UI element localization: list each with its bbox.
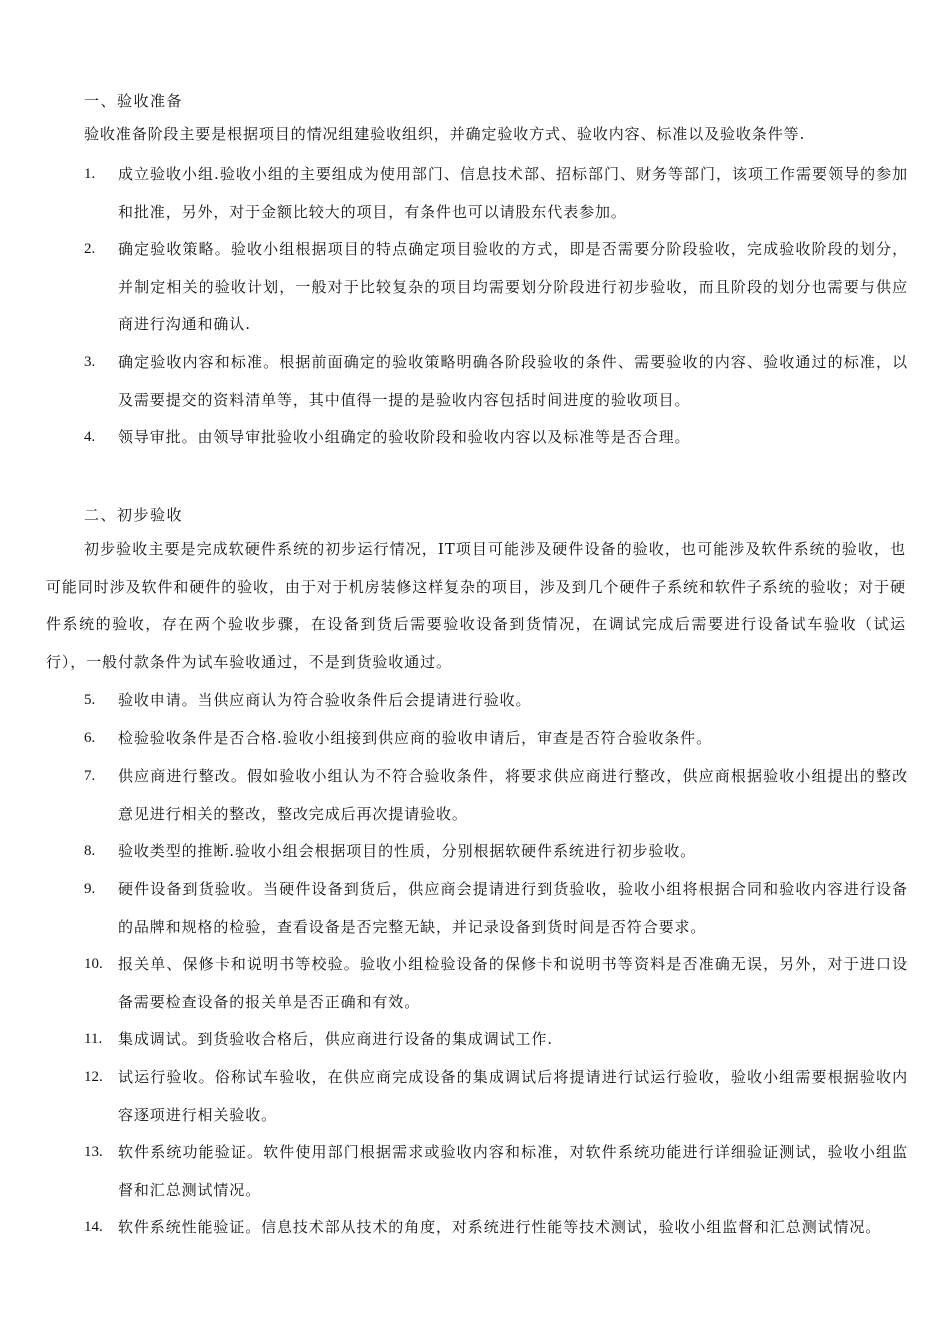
list-item-number: 8. bbox=[84, 843, 96, 859]
list-item-number: 6. bbox=[84, 730, 96, 746]
section-intro: 验收准备阶段主要是根据项目的情况组建验收组织，并确定验收方式、验收内容、标准以及验收条件等. bbox=[84, 125, 806, 143]
list-item-text: 软件系统功能验证。软件使用部门根据需求或验收内容和标准，对软件系统功能进行详细验证测试，验收小组监督和汇总测试情况。 bbox=[118, 1143, 908, 1199]
list-item-number: 7. bbox=[84, 768, 96, 784]
list-item-text: 供应商进行整改。假如验收小组认为不符合验收条件，将要求供应商进行整改，供应商根据验收小组提出的整改意见进行相关的整改，整改完成后再次提请验收。 bbox=[118, 767, 908, 823]
section-heading: 二、初步验收 bbox=[84, 506, 184, 524]
list-item-number: 14. bbox=[84, 1219, 103, 1235]
list-item-text: 检验验收条件是否合格.验收小组接到供应商的验收申请后，审查是否符合验收条件。 bbox=[118, 729, 712, 747]
list-item-number: 1. bbox=[84, 166, 96, 182]
list-item-number: 4. bbox=[84, 429, 96, 445]
list-item-text: 确定验收内容和标准。根据前面确定的验收策略明确各阶段验收的条件、需要验收的内容、验收通过的标准，以及需要提交的资料清单等，其中值得一提的是验收内容包括时间进度的验收项目。 bbox=[118, 353, 908, 409]
list-item-number: 13. bbox=[84, 1144, 103, 1160]
list-item-number: 12. bbox=[84, 1069, 103, 1085]
list-item-text: 验收申请。当供应商认为符合验收条件后会提请进行验收。 bbox=[118, 691, 532, 709]
list-item-number: 5. bbox=[84, 692, 96, 708]
list-item-text: 软件系统性能验证。信息技术部从技术的角度，对系统进行性能等技术测试，验收小组监督和汇总测试情况。 bbox=[118, 1218, 882, 1236]
section-intro: 初步验收主要是完成软硬件系统的初步运行情况，IT项目可能涉及硬件设备的验收，也可能涉及软件系统的验收，也可能同时涉及软件和硬件的验收，由于对于机房装修这样复杂的项目，涉及到几个硬件子系统和软件子系统的验收；对于硬件系统的验收，存在两个验收步骤，在设备到货后需要验收设备到货情况，在调试完成后需要进行设备试车验收（试运行），一般付款条件为试车验收通过，不是到货验收通过。 bbox=[46, 540, 906, 672]
section-heading: 一、验收准备 bbox=[84, 92, 184, 110]
list-item-number: 11. bbox=[84, 1031, 103, 1047]
list-item-number: 3. bbox=[84, 354, 96, 370]
list-item-number: 9. bbox=[84, 881, 96, 897]
list-item-text: 报关单、保修卡和说明书等校验。验收小组检验设备的保修卡和说明书等资料是否准确无误，另外，对于进口设备需要检查设备的报关单是否正确和有效。 bbox=[118, 955, 908, 1011]
list-item-text: 确定验收策略。验收小组根据项目的特点确定项目验收的方式，即是否需要分阶段验收，完成验收阶段的划分，并制定相关的验收计划，一般对于比较复杂的项目均需要划分阶段进行初步验收，而且阶段的划分也需要与供应商进行沟通和确认. bbox=[118, 240, 908, 334]
list-item-text: 验收类型的推断.验收小组会根据项目的性质，分别根据软硬件系统进行初步验收。 bbox=[118, 842, 697, 860]
list-item-text: 成立验收小组.验收小组的主要组成为使用部门、信息技术部、招标部门、财务等部门，该项工作需要领导的参加和批准，另外，对于金额比较大的项目，有条件也可以请股东代表参加。 bbox=[118, 165, 908, 221]
list-item-text: 试运行验收。俗称试车验收，在供应商完成设备的集成调试后将提请进行试运行验收，验收小组需要根据验收内容逐项进行相关验收。 bbox=[118, 1068, 908, 1124]
list-item-text: 领导审批。由领导审批验收小组确定的验收阶段和验收内容以及标准等是否合理。 bbox=[118, 428, 691, 446]
list-item-number: 2. bbox=[84, 241, 96, 257]
list-item-number: 10. bbox=[84, 956, 103, 972]
list-item-text: 硬件设备到货验收。当硬件设备到货后，供应商会提请进行到货验收，验收小组将根据合同和验收内容进行设备的品牌和规格的检验，查看设备是否完整无缺，并记录设备到货时间是否符合要求。 bbox=[118, 880, 908, 936]
list-item-text: 集成调试。到货验收合格后，供应商进行设备的集成调试工作. bbox=[118, 1030, 553, 1048]
